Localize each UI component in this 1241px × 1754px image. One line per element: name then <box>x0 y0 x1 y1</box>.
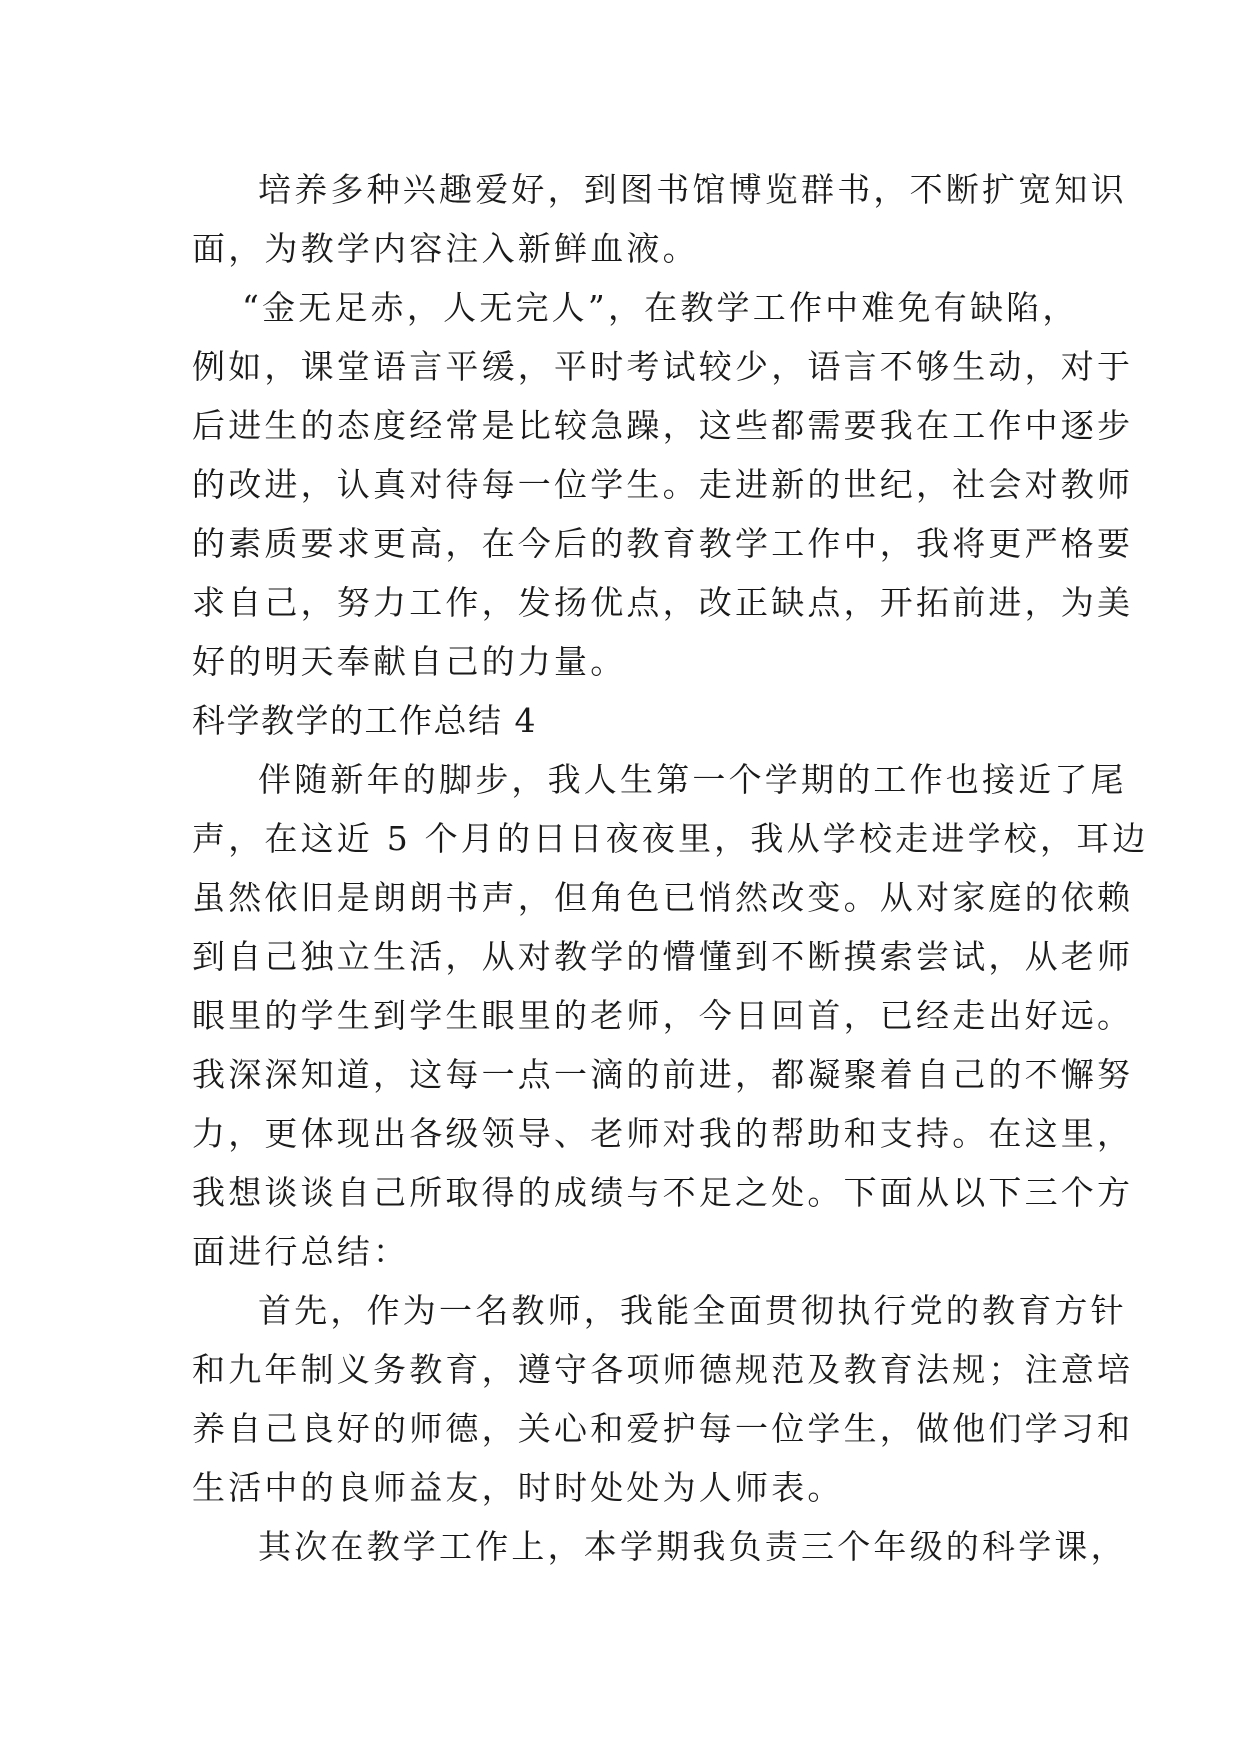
paragraph-line: 后进生的态度经常是比较急躁，这些都需要我在工作中逐步 <box>192 406 1134 445</box>
paragraph-line: 的素质要求更高，在今后的教育教学工作中，我将更严格要 <box>192 524 1134 563</box>
paragraph-line: 培养多种兴趣爱好，到图书馆博览群书，不断扩宽知识 <box>258 170 1127 209</box>
document-body <box>192 160 1149 1576</box>
paragraph-line: 力，更体现出各级领导、老师对我的帮助和支持。在这里， <box>192 1114 1134 1153</box>
paragraph-line: “金无足赤，人无完人”，在教学工作中难免有缺陷， <box>242 288 1079 327</box>
paragraph-line: 其次在教学工作上，本学期我负责三个年级的科学课， <box>258 1527 1127 1566</box>
paragraph-line: 我深深知道，这每一点一滴的前进，都凝聚着自己的不懈努 <box>192 1055 1134 1094</box>
paragraph-line: 生活中的良师益友，时时处处为人师表。 <box>192 1468 844 1507</box>
paragraph-line: 求自己，努力工作，发扬优点，改正缺点，开拓前进，为美 <box>192 583 1134 622</box>
section-heading: 科学教学的工作总结 4 <box>192 701 537 740</box>
paragraph-line: 面进行总结： <box>192 1232 410 1271</box>
paragraph-line: 到自己独立生活，从对教学的懵懂到不断摸索尝试，从老师 <box>192 937 1134 976</box>
paragraph-line: 伴随新年的脚步，我人生第一个学期的工作也接近了尾 <box>258 760 1127 799</box>
paragraph-line: 首先，作为一名教师，我能全面贯彻执行党的教育方针 <box>258 1291 1127 1330</box>
paragraph-line: 虽然依旧是朗朗书声，但角色已悄然改变。从对家庭的依赖 <box>192 878 1134 917</box>
paragraph-line: 的改进，认真对待每一位学生。走进新的世纪，社会对教师 <box>192 465 1134 504</box>
paragraph-line: 面，为教学内容注入新鲜血液。 <box>192 229 699 268</box>
paragraph-line: 和九年制义务教育，遵守各项师德规范及教育法规；注意培 <box>192 1350 1134 1389</box>
paragraph-line: 例如，课堂语言平缓，平时考试较少，语言不够生动，对于 <box>192 347 1134 386</box>
paragraph-line: 我想谈谈自己所取得的成绩与不足之处。下面从以下三个方 <box>192 1173 1134 1212</box>
paragraph-line: 声，在这近 5 个月的日日夜夜里，我从学校走进学校，耳边 <box>192 819 1149 858</box>
paragraph-line: 眼里的学生到学生眼里的老师，今日回首，已经走出好远。 <box>192 996 1134 1035</box>
paragraph-line: 养自己良好的师德，关心和爱护每一位学生，做他们学习和 <box>192 1409 1134 1448</box>
paragraph-line: 好的明天奉献自己的力量。 <box>192 642 627 681</box>
